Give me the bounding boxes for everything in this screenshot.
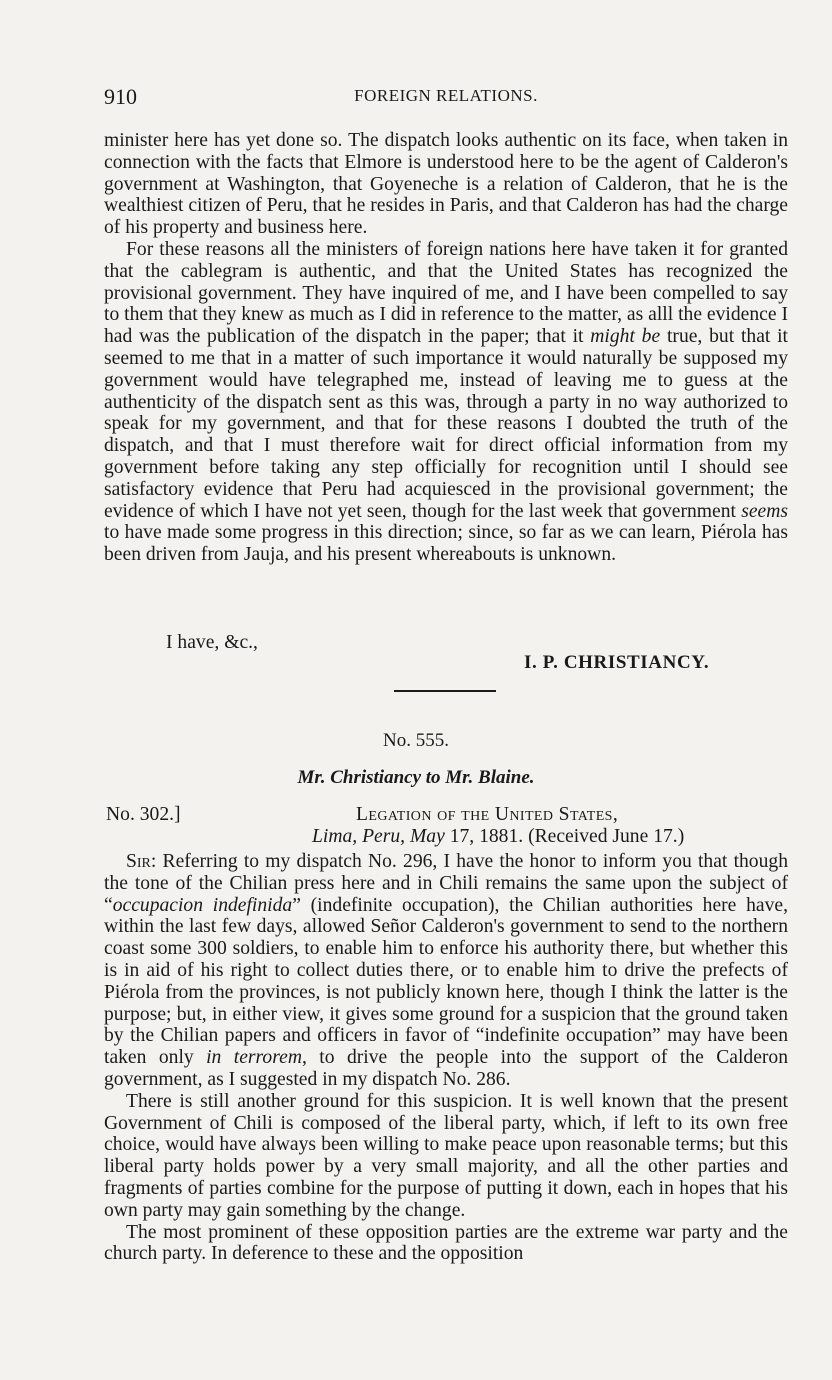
- paragraph-1: minister here has yet done so. The dispatch looks authentic on its face, when taken in connection with the facts that Elmore is understood here to be the agent of Calderon's government at Washington, that Goyeneche is a relation of Calderon, that he is the wealthiest citizen of Peru, that he resides in Paris, and that Calderon has had the charge of his property and business here.: [104, 130, 788, 239]
- document-title: Mr. Christiancy to Mr. Blaine.: [297, 767, 535, 788]
- letter-body: [104, 851, 788, 1265]
- italic-run: occupacion indefinida: [112, 894, 293, 916]
- dateline: [312, 826, 684, 848]
- italic-run: seems: [741, 500, 788, 522]
- date-rest: 17, 1881. (Received June 17.): [444, 826, 685, 847]
- salutation: Sir: [126, 851, 151, 872]
- text-run: ” (indefinite occupation), the Chilian authorities here have, within the last few days, allowed Señor Calderon's government to send to the northern coast some 300 soldiers, to enable him to enforce his authority there, but whether this is in aid of his right to collect duties there, or to enable him to drive the prefects of Piérola from the provinces, is not publicly known here, though I think the latter is the purpose; but, in either view, it gives some ground for a suspicion that the ground taken by the Chilian papers and officers in favor of “indefinite occupation” may have been taken only: [104, 894, 789, 1069]
- page-number: 910: [104, 84, 137, 109]
- text-run: : Referring to my dispatch No. 296, I have the honor to inform you that though the tone of the Chilian press here and in Chili remains the same upon the subject of “: [104, 851, 788, 916]
- italic-run: in terrorem: [206, 1047, 302, 1069]
- signature: I. P. CHRISTIANCY.: [524, 652, 710, 673]
- body-paragraph-1: [104, 851, 788, 1091]
- dispatch-reference: No. 302.]: [106, 804, 181, 825]
- body-paragraph-2: There is still another ground for this suspicion. It is well known that the present Government of Chili is composed of the liberal party, which, if left to its own free choice, would have always been willing to make peace upon reasonable terms; but this liberal party holds power by a very small majority, and all the other parties and fragments of parties combine for the purpose of putting it down, each in hopes that his own party may gain something by the change.: [104, 1090, 788, 1221]
- closing: I have, &c.,: [166, 632, 258, 653]
- text-run: true, but that it seemed to me that in a matter of such importance it would naturally be supposed my government would have telegraphed me, instead of leaving me to guess at the authenticity of the dispatch sent as this was, through a party in no way authorized to speak for my government, and that for these reasons I doubted the truth of the dispatch, and that I must therefore wait for direct official information from my government before taking any step officially for recognition until I should see satisfactory evidence that Peru had acquiesced in the provisional government; the evidence of which I have not yet seen, though for the last week that government: [104, 326, 789, 522]
- text-run: For these reasons all the ministers of foreign nations here have taken it for granted that the cablegram is authentic, and that the United States has recognized the provisional government. They have inquired of me, and I have been compelled to say to them that they knew as much as I did in reference to the matter, as alll the evidence I had was the publication of the dispatch in the paper; that it: [104, 238, 788, 348]
- section-divider: [394, 690, 496, 692]
- legation-heading: Legation of the United States,: [356, 804, 619, 825]
- italic-run: might be: [590, 326, 661, 348]
- text-run: to have made some progress in this direction; since, so far as we can learn, Piérola has been driven from Jauja, and his present whereabouts is unknown.: [104, 522, 788, 566]
- document-number: No. 555.: [383, 730, 449, 751]
- body-paragraph-3: The most prominent of these opposition parties are the extreme war party and the church party. In deference to these and the opposition: [104, 1221, 788, 1265]
- text-run: , to drive the people into the support of the Calderon government, as I suggested in my dispatch No. 286.: [104, 1047, 789, 1090]
- letter-continuation: [104, 130, 788, 566]
- running-head: FOREIGN RELATIONS.: [354, 86, 538, 105]
- date-place: Lima, Peru, May: [312, 826, 445, 847]
- page-header: [104, 84, 788, 112]
- paragraph-2: [104, 239, 788, 566]
